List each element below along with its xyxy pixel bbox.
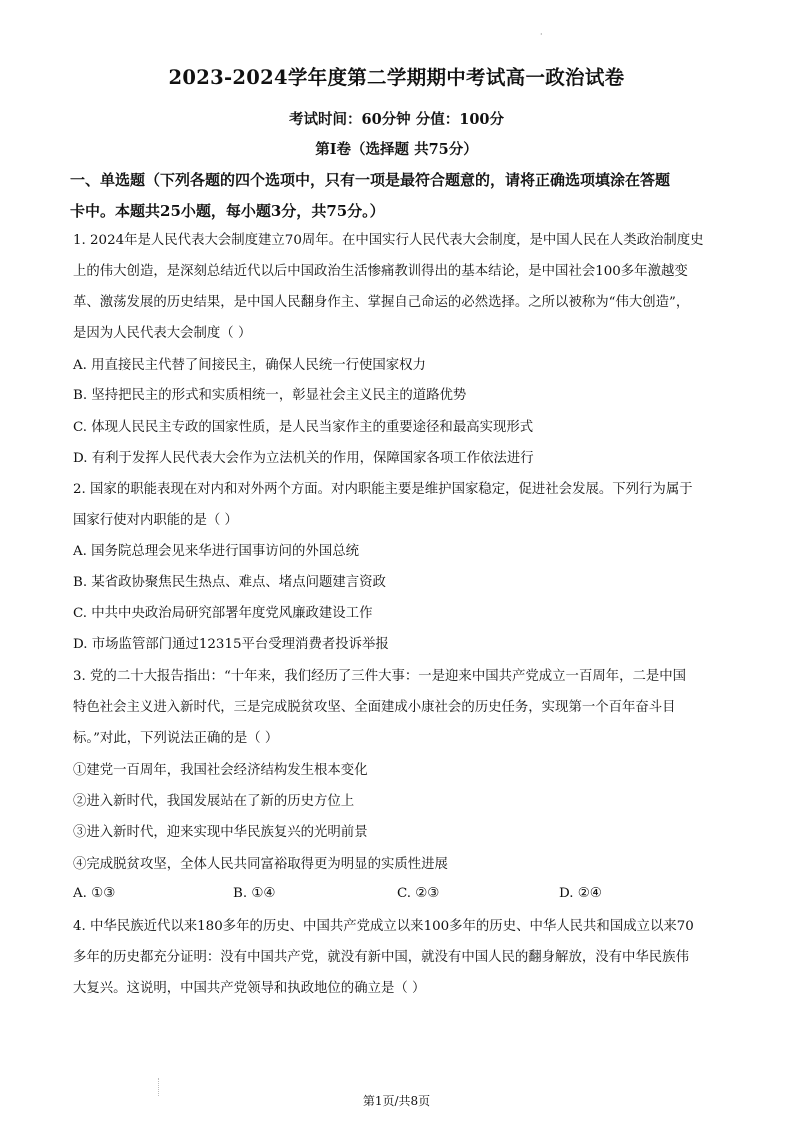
q3-stem-line: 特色社会主义进入新时代，三是完成脱贫攻坚、全面建成小康社会的历史任务，实现第一个百年奋斗目	[73, 700, 676, 715]
q2-stem-line: 2. 国家的职能表现在对内和对外两个方面。对内职能主要是维护国家稳定，促进社会发展。下列行为属于	[73, 482, 693, 497]
volume-heading: 第Ⅰ卷（选择题 共75分）	[315, 141, 478, 158]
q3-stem-line: 3. 党的二十大报告指出：“十年来，我们经历了三件大事：一是迎来中国共产党成立一百周年，二是中国	[73, 669, 687, 684]
q2-option-b: B. 某省政协聚焦民生热点、难点、堵点问题建言资政	[73, 575, 386, 590]
corner-mark: ·	[540, 30, 543, 39]
exam-title: 2023-2024学年度第二学期期中考试高一政治试卷	[168, 66, 625, 89]
q1-stem-line: 1. 2024年是人民代表大会制度建立70周年。在中国实行人民代表大会制度，是中国人民在人类政治制度史	[73, 233, 704, 248]
section-heading-line-1: 一、单选题（下列各题的四个选项中，只有一项是最符合题意的，请将正确选项填涂在答题	[70, 171, 671, 189]
q1-option-b: B. 坚持把民主的形式和实质相统一，彰显社会主义民主的道路优势	[73, 388, 467, 403]
q2-option-a: A. 国务院总理会见来华进行国事访问的外国总统	[73, 544, 359, 559]
q3-statement-4: ④完成脱贫攻坚，全体人民共同富裕取得更为明显的实质性进展	[73, 857, 448, 872]
q3-choice-a: A. ①③	[73, 886, 116, 901]
q3-stem-line: 标。”对此，下列说法正确的是（ ）	[73, 731, 279, 746]
q4-stem-line: 多年的历史都充分证明：没有中国共产党，就没有新中国，就没有中国人民的翻身解放，没有中华民族伟	[73, 950, 689, 965]
q3-statement-1: ①建党一百周年，我国社会经济结构发生根本变化	[73, 763, 368, 778]
q4-stem-line: 4. 中华民族近代以来180多年的历史、中国共产党成立以来100多年的历史、中华人民共和国成立以来70	[73, 919, 694, 934]
q3-statement-3: ③进入新时代，迎来实现中华民族复兴的光明前景	[73, 825, 368, 840]
q2-stem-line: 国家行使对内职能的是（ ）	[73, 513, 238, 528]
q1-option-d: D. 有利于发挥人民代表大会作为立法机关的作用，保障国家各项工作依法进行	[73, 451, 534, 466]
exam-info: 考试时间：60分钟 分值：100分	[289, 111, 504, 128]
q2-option-c: C. 中共中央政治局研究部署年度党风廉政建设工作	[73, 606, 373, 621]
q3-choices-row	[73, 886, 733, 906]
q2-option-d: D. 市场监管部门通过12315平台受理消费者投诉举报	[73, 637, 389, 652]
q3-choice-c: C. ②③	[397, 886, 440, 901]
q1-stem-line: 上的伟大创造，是深刻总结近代以后中国政治生活惨痛教训得出的基本结论，是中国社会100多年激越变	[73, 264, 688, 279]
q3-statement-2: ②进入新时代，我国发展站在了新的历史方位上	[73, 794, 355, 809]
q1-stem-line: 革、激荡发展的历史结果，是中国人民翻身作主、掌握自己命运的必然选择。之所以被称为“伟大创造”，	[73, 295, 690, 310]
q3-choice-b: B. ①④	[233, 886, 276, 901]
page-footer: 第1页/共8页	[362, 1094, 431, 1108]
q4-stem-line: 大复兴。这说明，中国共产党领导和执政地位的确立是（ ）	[73, 981, 426, 996]
q1-option-a: A. 用直接民主代替了间接民主，确保人民统一行使国家权力	[73, 358, 426, 373]
section-heading-line-2: 卡中。本题共25小题，每小题3分，共75分。）	[70, 202, 385, 220]
q1-stem-line: 是因为人民代表大会制度（ ）	[73, 326, 252, 341]
q1-option-c: C. 体现人民民主专政的国家性质，是人民当家作主的重要途径和最高实现形式	[73, 420, 534, 435]
q3-choice-d: D. ②④	[559, 886, 602, 901]
